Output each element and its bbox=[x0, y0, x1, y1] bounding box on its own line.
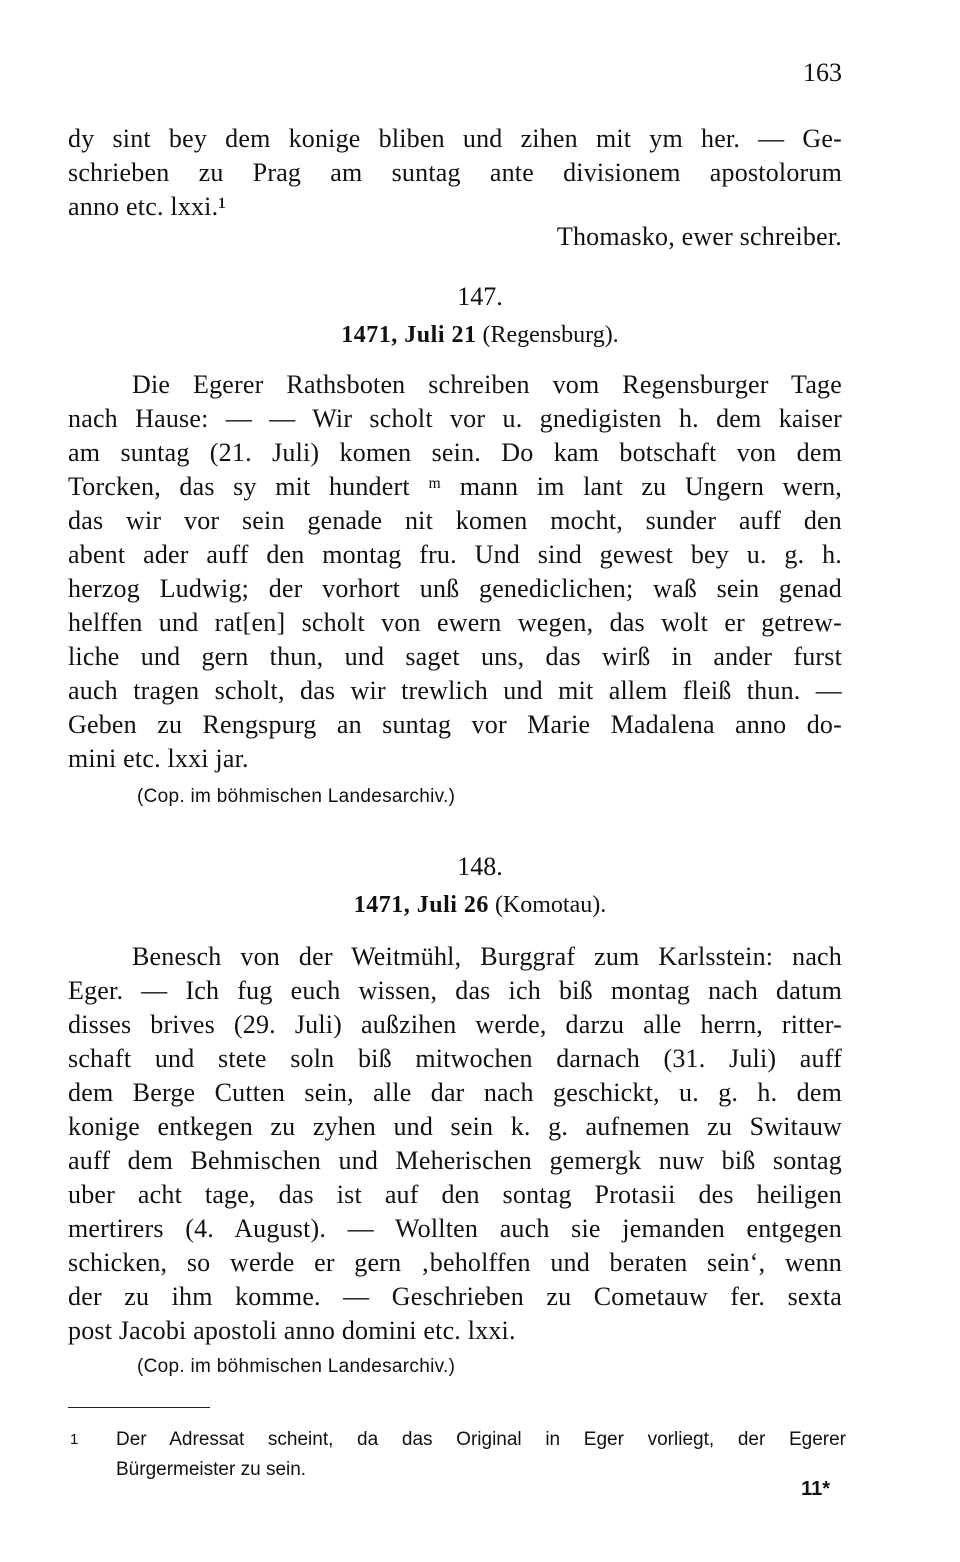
text-line: der zu ihm komme. — Geschrieben zu Cometauw fer. sexta bbox=[68, 1282, 842, 1311]
signature-mark: 11* bbox=[801, 1478, 830, 1500]
source-note: (Cop. im böhmischen Landesarchiv.) bbox=[137, 786, 456, 807]
text-line: dy sint bey dem konige bliben und zihen mit ym her. — Ge- bbox=[68, 124, 842, 153]
text-line: am suntag (21. Juli) komen sein. Do kam botschaft von dem bbox=[68, 438, 842, 467]
text-line: schaft und stete soln biß mitwochen darnach (31. Juli) auff bbox=[68, 1044, 842, 1073]
text-line: das wir vor sein genade nit komen mocht, sunder auff den bbox=[68, 506, 842, 535]
text-line: Die Egerer Rathsboten schreiben vom Regensburger Tage bbox=[132, 370, 842, 399]
date-place: (Regensburg). bbox=[482, 322, 619, 348]
date-bold: 1471, Juli 21 bbox=[341, 322, 477, 348]
text-line: mertirers (4. August). — Wollten auch sie jemanden entgegen bbox=[68, 1214, 842, 1243]
text-line: abent ader auff den montag fru. Und sind gewest bey u. g. h. bbox=[68, 540, 842, 569]
text-line: disses brives (29. Juli) außzihen werde, darzu alle herrn, ritter- bbox=[68, 1010, 842, 1039]
text-line: Geben zu Rengspurg an suntag vor Marie Madalena anno do- bbox=[68, 710, 842, 739]
text-line: helffen und rat[en] scholt von ewern wegen, das wolt er getrew- bbox=[68, 608, 842, 637]
text-line: auff dem Behmischen und Meherischen gemergk nuw biß sontag bbox=[68, 1146, 842, 1175]
footnote-line: Der Adressat scheint, da das Original in Eger vorliegt, der Egerer bbox=[116, 1429, 846, 1450]
footnote-divider bbox=[68, 1407, 210, 1408]
text-line: Benesch von der Weitmühl, Burggraf zum Karlsstein: nach bbox=[132, 942, 842, 971]
text-line: mini etc. lxxi jar. bbox=[68, 744, 249, 773]
signoff: Thomasko, ewer schreiber. bbox=[556, 222, 842, 251]
page-number: 163 bbox=[803, 58, 842, 87]
text-line: uber acht tage, das ist auf den sontag Protasii des heiligen bbox=[68, 1180, 842, 1209]
source-note: (Cop. im böhmischen Landesarchiv.) bbox=[137, 1356, 456, 1377]
text-line: Eger. — Ich fug euch wissen, das ich biß montag nach datum bbox=[68, 976, 842, 1005]
text-line: liche und gern thun, und saget uns, das wirß in ander furst bbox=[68, 642, 842, 671]
text-line: post Jacobi apostoli anno domini etc. lxxi. bbox=[68, 1316, 516, 1345]
document-date bbox=[0, 892, 960, 919]
text-line: herzog Ludwig; der vorhort unß genediclichen; waß sein genad bbox=[68, 574, 842, 603]
date-bold: 1471, Juli 26 bbox=[353, 892, 489, 918]
text-line: nach Hause: — — Wir scholt vor u. gnedigisten h. dem kaiser bbox=[68, 404, 842, 433]
date-place: (Komotau). bbox=[494, 892, 607, 918]
text-line: schicken, so werde er gern ‚beholffen und beraten sein‘, wenn bbox=[68, 1248, 842, 1277]
text-line: konige entkegen zu zyhen und sein k. g. aufnemen zu Switauw bbox=[68, 1112, 842, 1141]
text-line: Torcken, das sy mit hundert ᵐ mann im lant zu Ungern wern, bbox=[68, 472, 842, 501]
text-line: schrieben zu Prag am suntag ante divisionem apostolorum bbox=[68, 158, 842, 187]
footnote-marker: 1 bbox=[70, 1431, 79, 1448]
text-line: auch tragen scholt, das wir trewlich und mit allem fleiß thun. — bbox=[68, 676, 842, 705]
text-line: anno etc. lxxi.¹ bbox=[68, 192, 227, 221]
footnote-line: Bürgermeister zu sein. bbox=[116, 1459, 307, 1480]
text-line: dem Berge Cutten sein, alle dar nach geschickt, u. g. h. dem bbox=[68, 1078, 842, 1107]
document-number: 148. bbox=[457, 852, 503, 881]
document-number: 147. bbox=[457, 282, 503, 311]
document-date bbox=[0, 322, 960, 349]
